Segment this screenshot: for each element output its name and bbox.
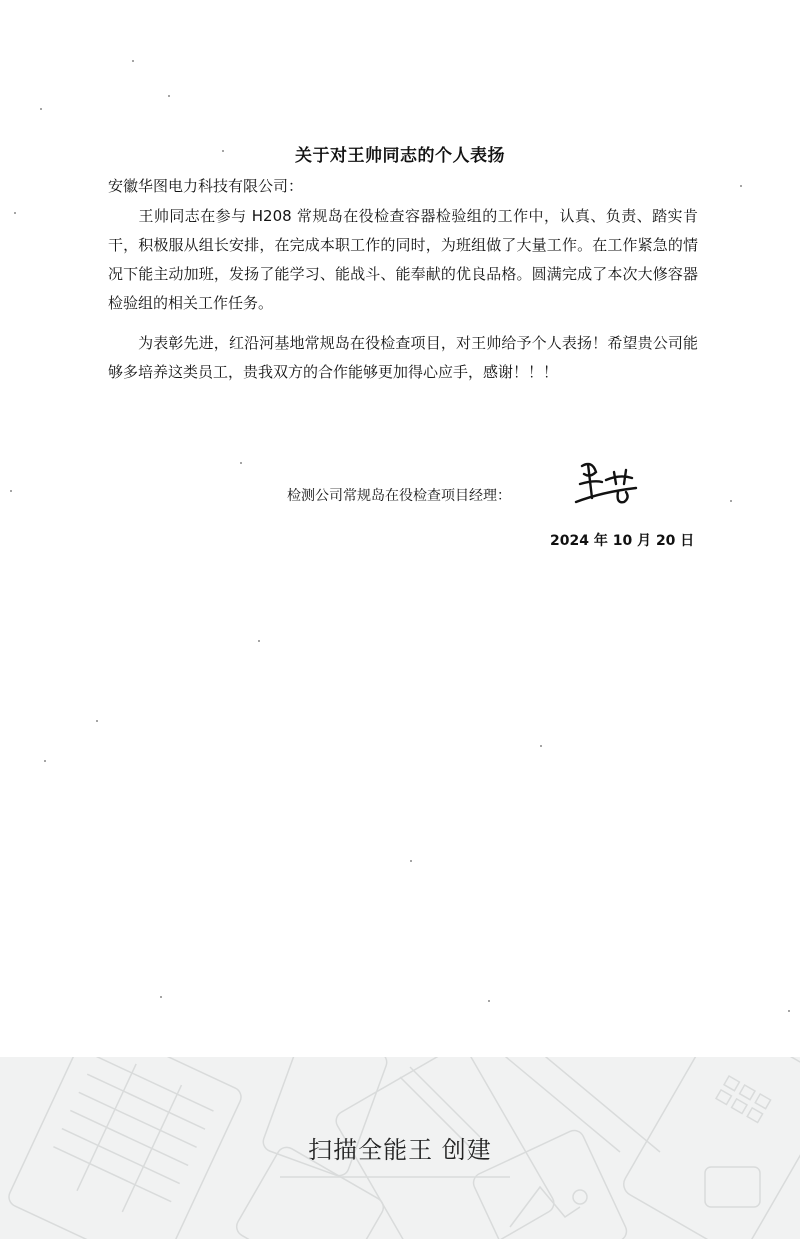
paragraph-text: 为表彰先进，红沿河基地常规岛在役检查项目，对王帅给予个人表扬！希望贵公司能够多培养这类员工，贵我双方的合作能够更加得心应手，感谢！！！: [108, 334, 698, 381]
camscanner-watermark: 扫描全能王 创建: [308, 1136, 492, 1164]
document-title: 关于对王帅同志的个人表扬: [295, 146, 505, 166]
scan-speck: [160, 996, 162, 998]
paragraph-text: 王帅同志在参与 H208 常规岛在役检查容器检验组的工作中，认真、负责、踏实肯干，积极服从组长安排，在完成本职工作的同时，为班组做了大量工作。在工作紧急的情况下能主动加班，发扬了能学习、能战斗、能奉献的优良品格。圆满完成了本次大修容器检验组的相关工作任务。: [108, 207, 698, 312]
scan-speck: [240, 462, 242, 464]
scan-speck: [730, 500, 732, 502]
scan-speck: [132, 60, 134, 62]
scan-speck: [14, 212, 16, 214]
scan-speck: [788, 1010, 790, 1012]
scan-speck: [168, 95, 170, 97]
scan-speck: [10, 490, 12, 492]
salutation: 安徽华图电力科技有限公司：: [108, 177, 304, 195]
handwritten-signature: [572, 458, 662, 518]
document-date: 2024 年 10 月 20 日: [550, 533, 695, 549]
body-paragraph: [108, 329, 698, 387]
scan-speck: [540, 745, 542, 747]
signature-label: 检测公司常规岛在役检查项目经理：: [287, 488, 511, 504]
scan-speck: [44, 760, 46, 762]
scan-speck: [40, 108, 42, 110]
scan-speck: [740, 185, 742, 187]
scan-speck: [410, 860, 412, 862]
body-paragraph: [108, 202, 698, 318]
scan-speck: [488, 1000, 490, 1002]
scan-speck: [258, 640, 260, 642]
scan-speck: [96, 720, 98, 722]
